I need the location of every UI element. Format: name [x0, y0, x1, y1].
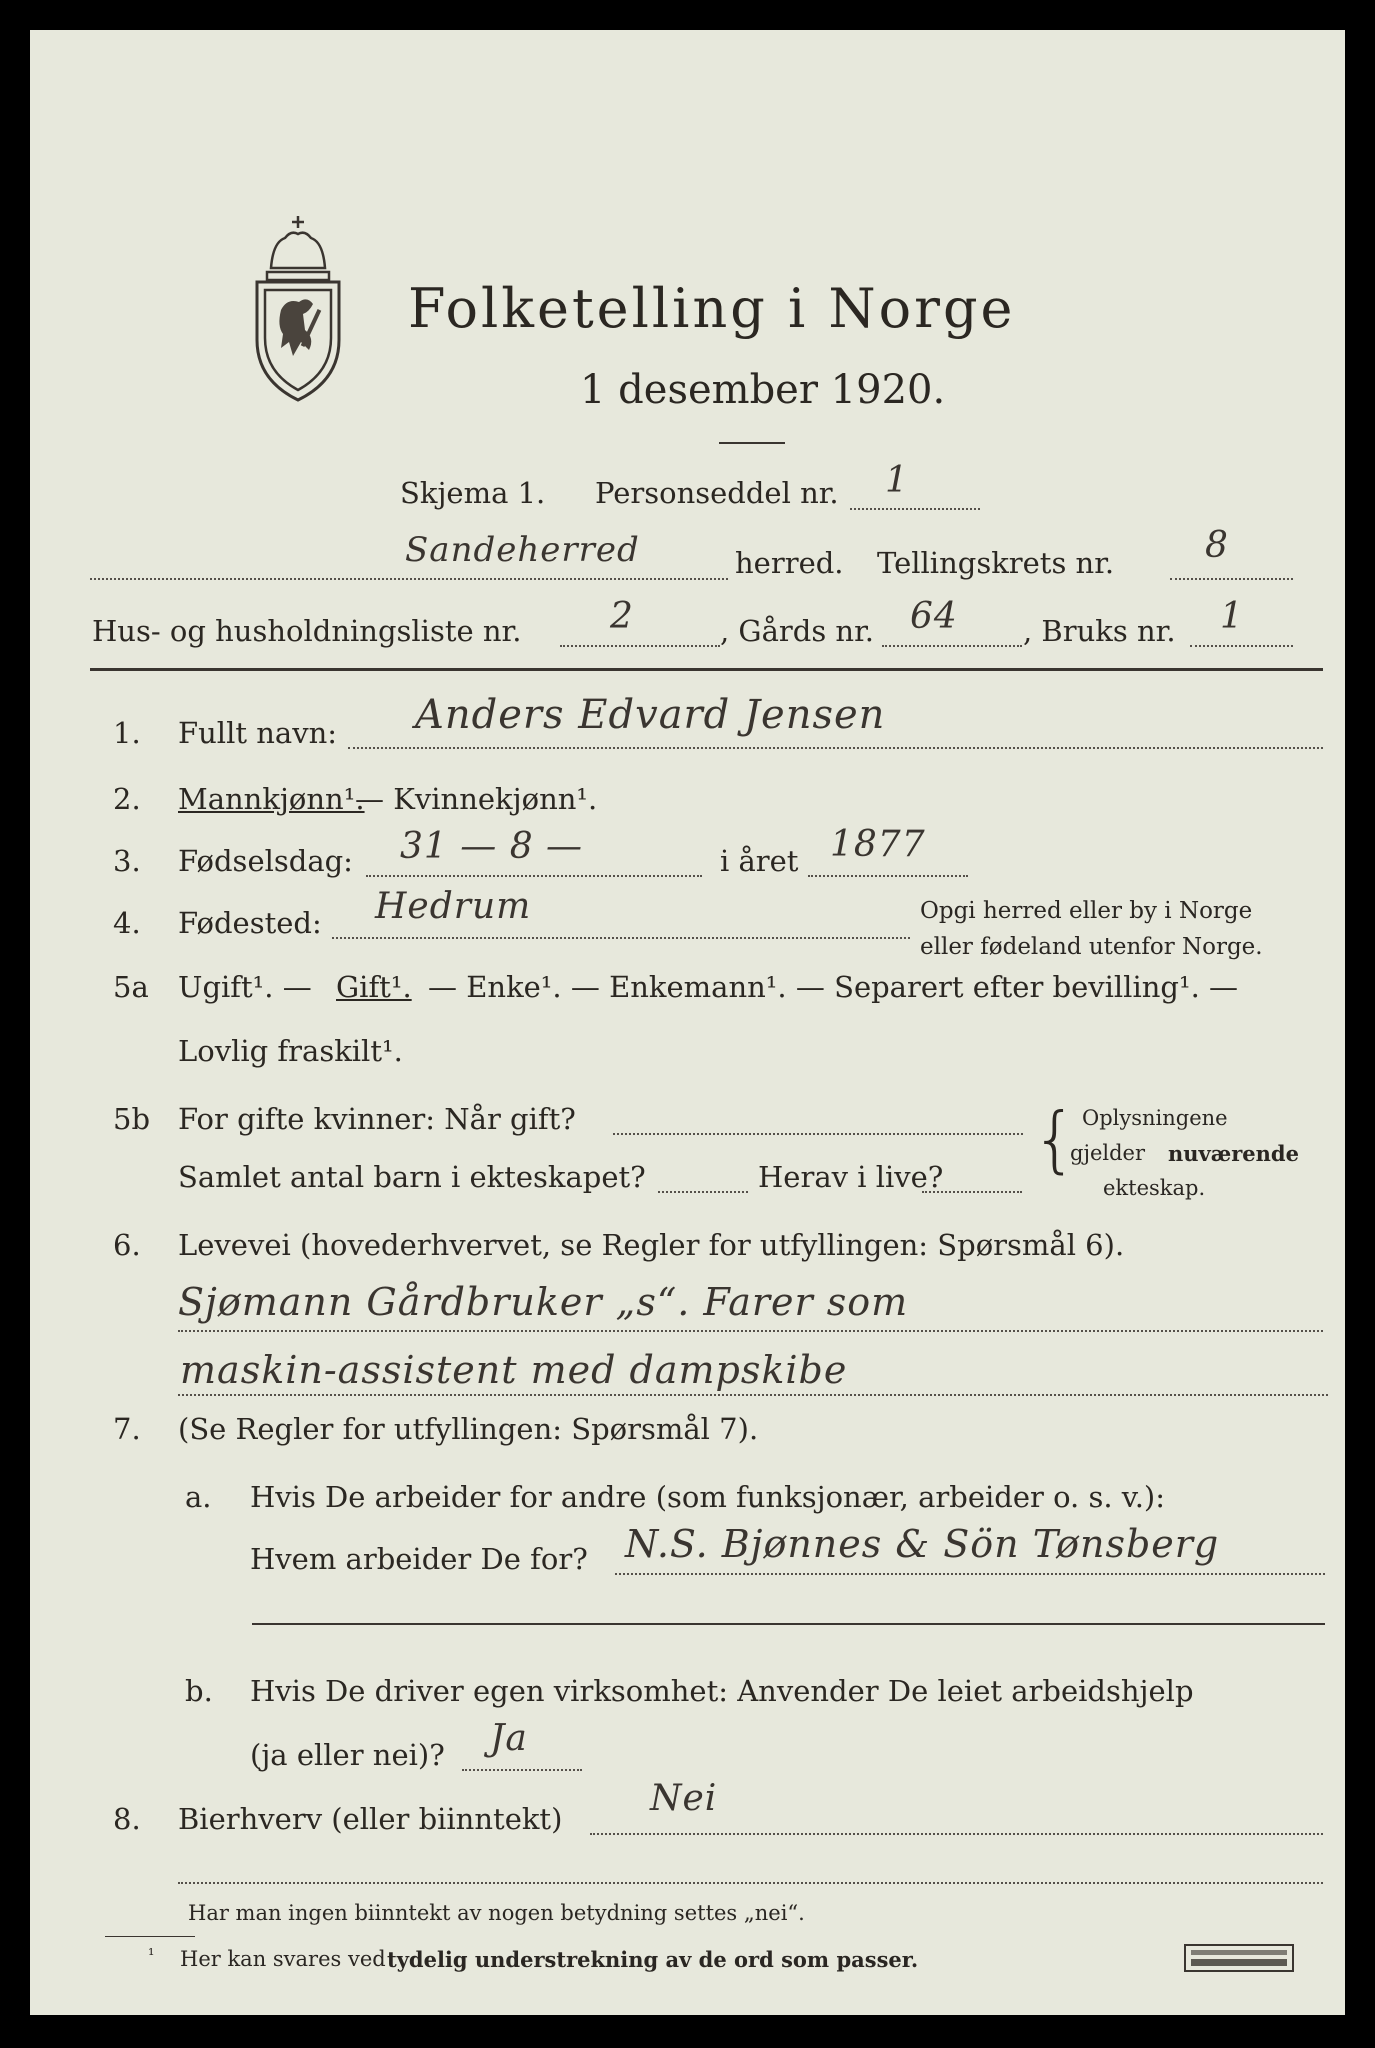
birth-date-value[interactable]: 31 — 8 — — [400, 826, 584, 867]
q5b-line3 — [922, 1191, 1022, 1193]
census-date: 1 desember 1920. — [580, 367, 946, 413]
q5a-gift: Gift¹. — [336, 970, 412, 1004]
q8-line — [590, 1833, 1323, 1835]
q4-note-line2: eller fødeland utenfor Norge. — [920, 934, 1263, 960]
q7b-line1: Hvis De driver egen virksomhet: Anvender De leiet arbeidshjelp — [250, 1674, 1194, 1708]
footnote-mark: ¹ — [148, 1945, 155, 1964]
q3-number: 3. — [113, 844, 141, 878]
birth-year-value[interactable]: 1877 — [830, 824, 926, 865]
q5b-brace: { — [1032, 1097, 1078, 1181]
q1-number: 1. — [113, 716, 141, 750]
coat-of-arms-icon — [243, 210, 353, 405]
gards-label: , Gårds nr. — [720, 614, 874, 648]
title-divider — [719, 442, 785, 444]
q6-number: 6. — [113, 1228, 141, 1262]
q4-label: Fødested: — [178, 906, 322, 940]
q6-label: Levevei (hovederhvervet, se Regler for utfyllingen: Spørsmål 6). — [178, 1228, 1125, 1262]
q7b-letter: b. — [185, 1674, 213, 1708]
occupation-line1-value[interactable]: Sjømann Gårdbruker „s“. Farer som — [178, 1280, 909, 1324]
q3-line — [366, 875, 702, 877]
herred-value[interactable]: Sandeherred — [405, 530, 640, 570]
q7a-line2: Hvem arbeider De for? — [250, 1542, 588, 1576]
personseddel-value[interactable]: 1 — [885, 460, 909, 501]
q5b-note2a: gjelder — [1070, 1141, 1146, 1165]
q4-number: 4. — [113, 906, 141, 940]
footnote-text-a: Her kan svares ved — [180, 1947, 386, 1971]
bruks-value[interactable]: 1 — [1220, 596, 1244, 637]
printer-stamp-icon — [1183, 1943, 1295, 1973]
q7a-line1: Hvis De arbeider for andre (som funksjonær, arbeider o. s. v.): — [250, 1480, 1166, 1514]
tellingskrets-value[interactable]: 8 — [1205, 525, 1229, 566]
q5b-label3: Herav i live? — [758, 1160, 944, 1194]
full-name-value[interactable]: Anders Edvard Jensen — [415, 692, 886, 738]
side-income-value[interactable]: Nei — [650, 1778, 718, 1819]
q3-year-label: i året — [720, 844, 799, 878]
bruks-line — [1190, 645, 1293, 647]
hired-help-value[interactable]: Ja — [490, 1718, 528, 1759]
q7b-line2: (ja eller nei)? — [250, 1738, 445, 1772]
q5b-number: 5b — [113, 1102, 151, 1136]
footnote-text-b: tydelig understrekning av de ord som passer. — [387, 1947, 919, 1972]
q7a-underline — [252, 1623, 1325, 1625]
q5b-label2: Samlet antal barn i ekteskapet? — [178, 1160, 646, 1194]
footer-divider — [105, 1936, 195, 1937]
q7b-line — [462, 1769, 582, 1771]
q5a-number: 5a — [113, 970, 149, 1004]
q2-mannkjonn: Mannkjønn¹. — [178, 782, 365, 816]
q7a-letter: a. — [185, 1480, 212, 1514]
q6-line2 — [178, 1394, 1328, 1396]
q7-label: (Se Regler for utfyllingen: Spørsmål 7). — [178, 1412, 759, 1446]
census-form-sheet — [30, 30, 1345, 2015]
q8-label: Bierhverv (eller biinntekt) — [178, 1802, 563, 1836]
q7a-line — [615, 1573, 1325, 1575]
q5a-rest: — Enke¹. — Enkemann¹. — Separert efter bevilling¹. — — [428, 970, 1239, 1004]
personseddel-label: Personseddel nr. — [595, 476, 839, 510]
tellingskrets-line — [1170, 578, 1293, 580]
gards-line — [882, 645, 1022, 647]
skjema-label: Skjema 1. — [400, 476, 546, 510]
q4-note-line1: Opgi herred eller by i Norge — [920, 898, 1253, 924]
q1-line — [348, 747, 1323, 749]
q2-number: 2. — [113, 782, 141, 816]
q6-line1 — [178, 1330, 1323, 1332]
gards-value[interactable]: 64 — [910, 596, 958, 637]
q5b-note1: Oplysningene — [1082, 1106, 1228, 1130]
hus-label: Hus- og husholdningsliste nr. — [92, 614, 522, 648]
q5a-ugift: Ugift¹. — — [178, 970, 312, 1004]
q2-kvinnekjonn: — Kvinnekjønn¹. — [355, 782, 598, 816]
birthplace-value[interactable]: Hedrum — [375, 886, 532, 927]
q5b-note2b: nuværende — [1168, 1141, 1299, 1166]
hus-value[interactable]: 2 — [610, 596, 634, 637]
q3-label: Fødselsdag: — [178, 844, 353, 878]
q8-extra-line — [178, 1882, 1323, 1884]
q5b-note3: ekteskap. — [1103, 1176, 1206, 1200]
bruks-label: , Bruks nr. — [1023, 614, 1176, 648]
occupation-line2-value[interactable]: maskin-assistent med dampskibe — [180, 1348, 848, 1392]
q7-number: 7. — [113, 1412, 141, 1446]
herred-line — [90, 578, 728, 580]
q4-line — [332, 937, 910, 939]
employer-value[interactable]: N.S. Bjønnes & Sön Tønsberg — [625, 1522, 1220, 1566]
q5a-line2: Lovlig fraskilt¹. — [178, 1034, 403, 1068]
q5b-line1 — [613, 1133, 1023, 1135]
herred-label: herred. — [735, 546, 844, 580]
biinntekt-note: Har man ingen biinntekt av nogen betydning settes „nei“. — [188, 1901, 805, 1925]
hus-line — [560, 645, 720, 647]
q3-year-line — [808, 875, 968, 877]
q5b-line2 — [658, 1191, 748, 1193]
tellingskrets-label: Tellingskrets nr. — [877, 546, 1115, 580]
form-title: Folketelling i Norge — [408, 277, 1016, 340]
header-divider — [90, 668, 1323, 671]
q8-number: 8. — [113, 1802, 141, 1836]
q1-label: Fullt navn: — [178, 716, 338, 750]
q5b-label1: For gifte kvinner: Når gift? — [178, 1102, 576, 1136]
personseddel-line — [850, 508, 980, 510]
